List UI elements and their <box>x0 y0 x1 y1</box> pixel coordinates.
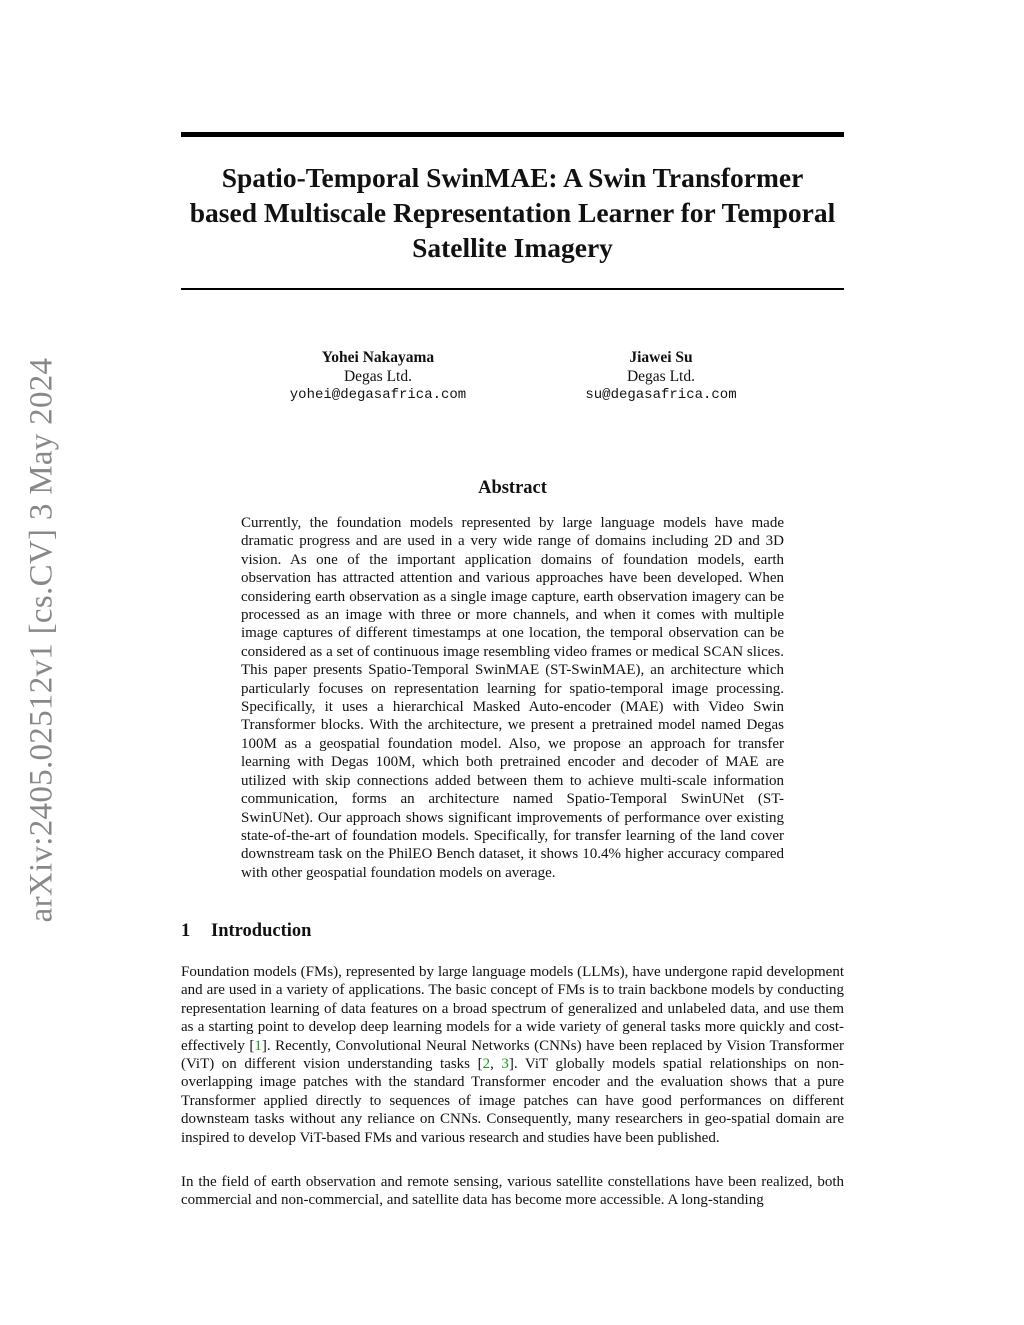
paragraph-text: Foundation models (FMs), represented by large language models (LLMs), have undergone rapid development and are used in a variety of applications. The basic concept of FMs is to train backbone models by conducting representation learning of data features on a broad spectrum of generalized and unlabeled data, and use them as a starting point to develop deep learning models for a wide variety of general tasks more quickly and cost-effectively [ <box>181 964 844 1054</box>
intro-paragraph-2: In the field of earth observation and remote sensing, various satellite constellations have been realized, both commercial and non-commercial, and satellite data has become more accessible. A long-standing <box>181 1174 844 1209</box>
paragraph-text: , <box>490 1056 502 1073</box>
author-affiliation: Degas Ltd. <box>626 368 695 385</box>
abstract-text: Currently, the foundation models represented by large language models have made dramatic progress and are used in a very wide range of domains including 2D and 3D vision. As one of the important application domains of foundation models, earth observation has attracted attention and various approaches have been developed. When considering earth observation as a single image capture, earth observation imagery can be processed as an image with three or more channels, and when it comes with multiple image captures of different timestamps at one location, the temporal observation can be considered as a set of continuous image resembling video frames or medical SCAN slices. This paper presents Spatio-Temporal SwinMAE (ST-SwinMAE), an architecture which particularly focuses on representation learning for spatio-temporal image processing. Specifically, it uses a hierarchical Masked Auto-encoder (MAE) with Video Swin Transformer blocks. With the architecture, we present a pretrained model named Degas 100M as a geospatial foundation model. Also, we propose an approach for transfer learning with Degas 100M, which both pretrained encoder and decoder of MAE are utilized with skip connections added between them to achieve multi-scale information communication, forms an architecture named Spatio-Temporal SwinUNet (ST-SwinUNet). Our approach shows significant improvements of performance over existing state-of-the-art of foundation models. Specifically, for transfer learning of the land cover downstream task on the PhilEO Bench dataset, it shows 10.4% higher accuracy compared with other geospatial foundation models on average. <box>241 515 784 881</box>
arxiv-side-stamp: arXiv:2405.02512v1 [cs.CV] 3 May 2024 <box>23 357 60 923</box>
author-email[interactable]: su@degasafrica.com <box>585 387 737 403</box>
paper-title <box>181 160 844 265</box>
title-line: Spatio-Temporal SwinMAE: A Swin Transformer <box>221 162 804 193</box>
paragraph-text: ]. ViT globally models spatial relationships on non-overlapping image patches with the standard Transformer encoder and the evaluation shows that a pure Transformer applied directly to sequences of image patches can have good performances on different downsteam tasks without any reliance on CNNs. Consequently, many researchers in geo-spatial domain are inspired to develop ViT-based FMs and various research and studies have been published. <box>181 1056 845 1146</box>
paragraph-text: ]. Recently, Convolutional Neural Networks (CNNs) have been replaced by Vision Transformer (ViT) on different vision understanding tasks [ <box>181 1037 844 1073</box>
author-email[interactable]: yohei@degasafrica.com <box>289 387 467 403</box>
author-affiliation: Degas Ltd. <box>343 368 412 385</box>
citation-link[interactable]: 1 <box>254 1037 262 1054</box>
citation-link[interactable]: 2 <box>482 1056 491 1073</box>
section-number: 1 <box>181 921 191 941</box>
title-line: Satellite Imagery <box>412 232 613 263</box>
intro-paragraph-1 <box>181 963 844 1147</box>
citation-link[interactable]: 3 <box>501 1056 509 1073</box>
section-title: Introduction <box>211 921 312 941</box>
title-bottom-rule <box>181 288 844 290</box>
author-name: Jiawei Su <box>629 349 693 366</box>
author-block <box>248 348 508 405</box>
section-heading <box>181 921 311 942</box>
title-top-rule <box>181 132 844 137</box>
abstract-heading: Abstract <box>478 478 547 498</box>
title-line: based Multiscale Representation Learner for Temporal <box>189 197 836 228</box>
author-name: Yohei Nakayama <box>321 349 435 366</box>
author-block <box>531 348 791 405</box>
